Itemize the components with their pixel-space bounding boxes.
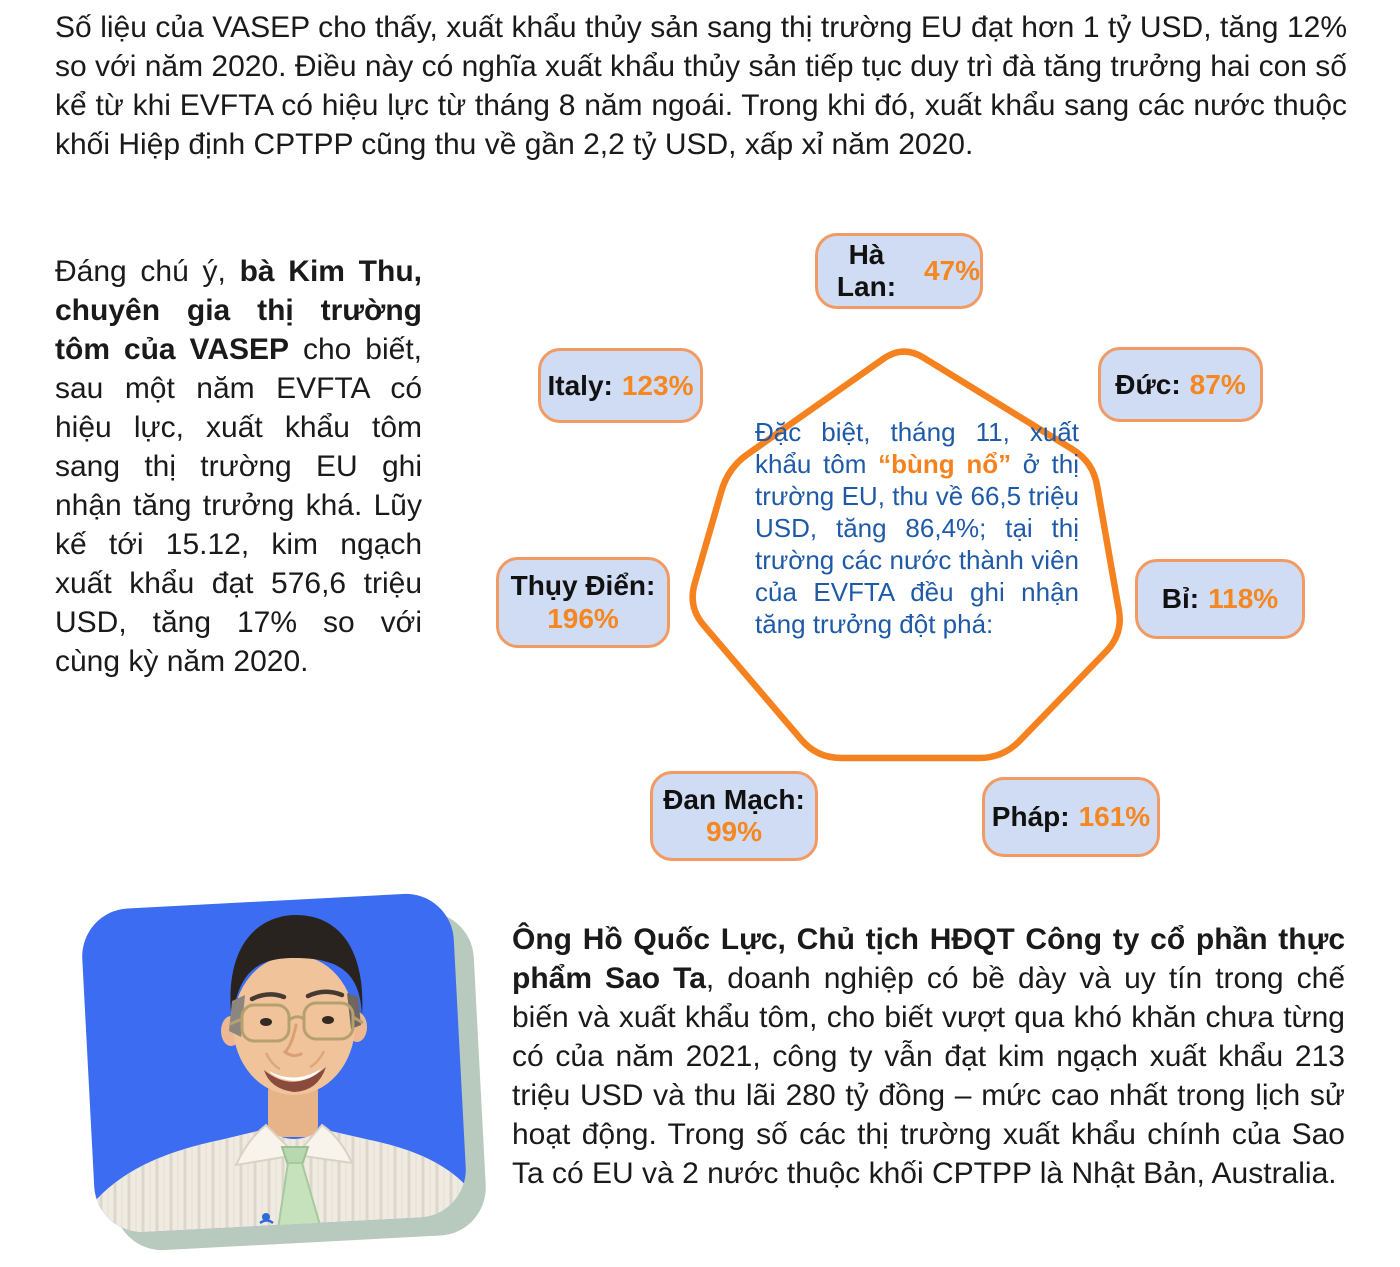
center-after: ở thị trường EU, thu về 66,5 triệu USD, tăng 86,4%; tại thị trường các nước thành viên của EVFTA đều ghi nhận tăng trưởng đột phá: bbox=[755, 449, 1079, 639]
country-box-thuy-dien bbox=[496, 557, 670, 648]
country-label: Hà Lan: bbox=[836, 239, 897, 302]
country-value: 196% bbox=[547, 602, 619, 634]
country-label: Italy: bbox=[547, 369, 613, 401]
growth-diagram bbox=[480, 220, 1320, 870]
country-value: 123% bbox=[621, 369, 694, 401]
center-highlight: “bùng nổ” bbox=[878, 449, 1012, 479]
portrait-photo bbox=[70, 873, 495, 1267]
country-box-bi bbox=[1135, 559, 1305, 639]
country-label: Thụy Điển: bbox=[510, 570, 656, 602]
intro-paragraph: Số liệu của VASEP cho thấy, xuất khẩu thủy sản sang thị trường EU đạt hơn 1 tỷ USD, tăng 12% so với năm 2020. Điều này có nghĩa xuất khẩu thủy sản tiếp tục duy trì đà tăng trưởng hai con số kể từ khi EVFTA có hiệu lực từ tháng 8 năm ngoái. Trong khi đó, xuất khẩu sang các nước thuộc khối Hiệp định CPTPP cũng thu về gần 2,2 tỷ USD, xấp xỉ năm 2020. bbox=[55, 11, 1347, 161]
country-box-duc bbox=[1098, 347, 1263, 422]
country-label: Đan Mạch: bbox=[663, 783, 805, 815]
quote-rest: , doanh nghiệp có bề dày và uy tín trong chế biến và xuất khẩu tôm, cho biết vượt qua khó khăn chưa từng có của năm 2021, công ty vẫn đạt kim ngạch xuất khẩu 213 triệu USD và thu lãi 280 tỷ đồng – mức cao nhất trong lịch sử hoạt động. Trong số các thị trường xuất khẩu chính của Sao Ta có EU và 2 nước thuộc khối CPTPP là Nhật Bản, Australia. bbox=[512, 962, 1345, 1190]
quote-bold-ho-quoc-luc: Ông Hồ Quốc Lực, Chủ tịch HĐQT Công ty cổ phần thực phẩm Sao Ta bbox=[512, 923, 1345, 995]
side-paragraph bbox=[55, 252, 422, 681]
quote-paragraph bbox=[512, 920, 1345, 1193]
country-label: Pháp: bbox=[991, 801, 1070, 832]
diagram-center-text bbox=[755, 416, 1079, 640]
country-value: 118% bbox=[1208, 583, 1279, 614]
country-value: 99% bbox=[705, 816, 763, 847]
country-value: 87% bbox=[1189, 368, 1246, 400]
country-value: 47% bbox=[923, 255, 980, 286]
country-value: 161% bbox=[1078, 801, 1151, 832]
country-box-italy bbox=[538, 348, 703, 423]
country-box-phap bbox=[982, 777, 1160, 857]
country-label: Đức: bbox=[1115, 368, 1181, 400]
side-lead: Đáng chú ý, bbox=[55, 255, 240, 288]
side-bold-kim-thu: bà Kim Thu, chuyên gia thị trường tôm của VASEP bbox=[55, 255, 422, 366]
country-label: Bỉ: bbox=[1161, 583, 1200, 614]
country-box-dan-mach bbox=[650, 771, 818, 861]
center-before: Đặc biệt, tháng 11, xuất khẩu tôm bbox=[755, 417, 1079, 479]
side-rest: cho biết, sau một năm EVFTA có hiệu lực, xuất khẩu tôm sang thị trường EU ghi nhận tăng trưởng khá. Lũy kế tới 15.12, kim ngạch xuất khẩu đạt 576,6 triệu USD, tăng 17% so với cùng kỳ năm 2020. bbox=[55, 333, 422, 678]
portrait-illustration bbox=[70, 873, 495, 1267]
country-box-ha-lan bbox=[815, 233, 983, 309]
